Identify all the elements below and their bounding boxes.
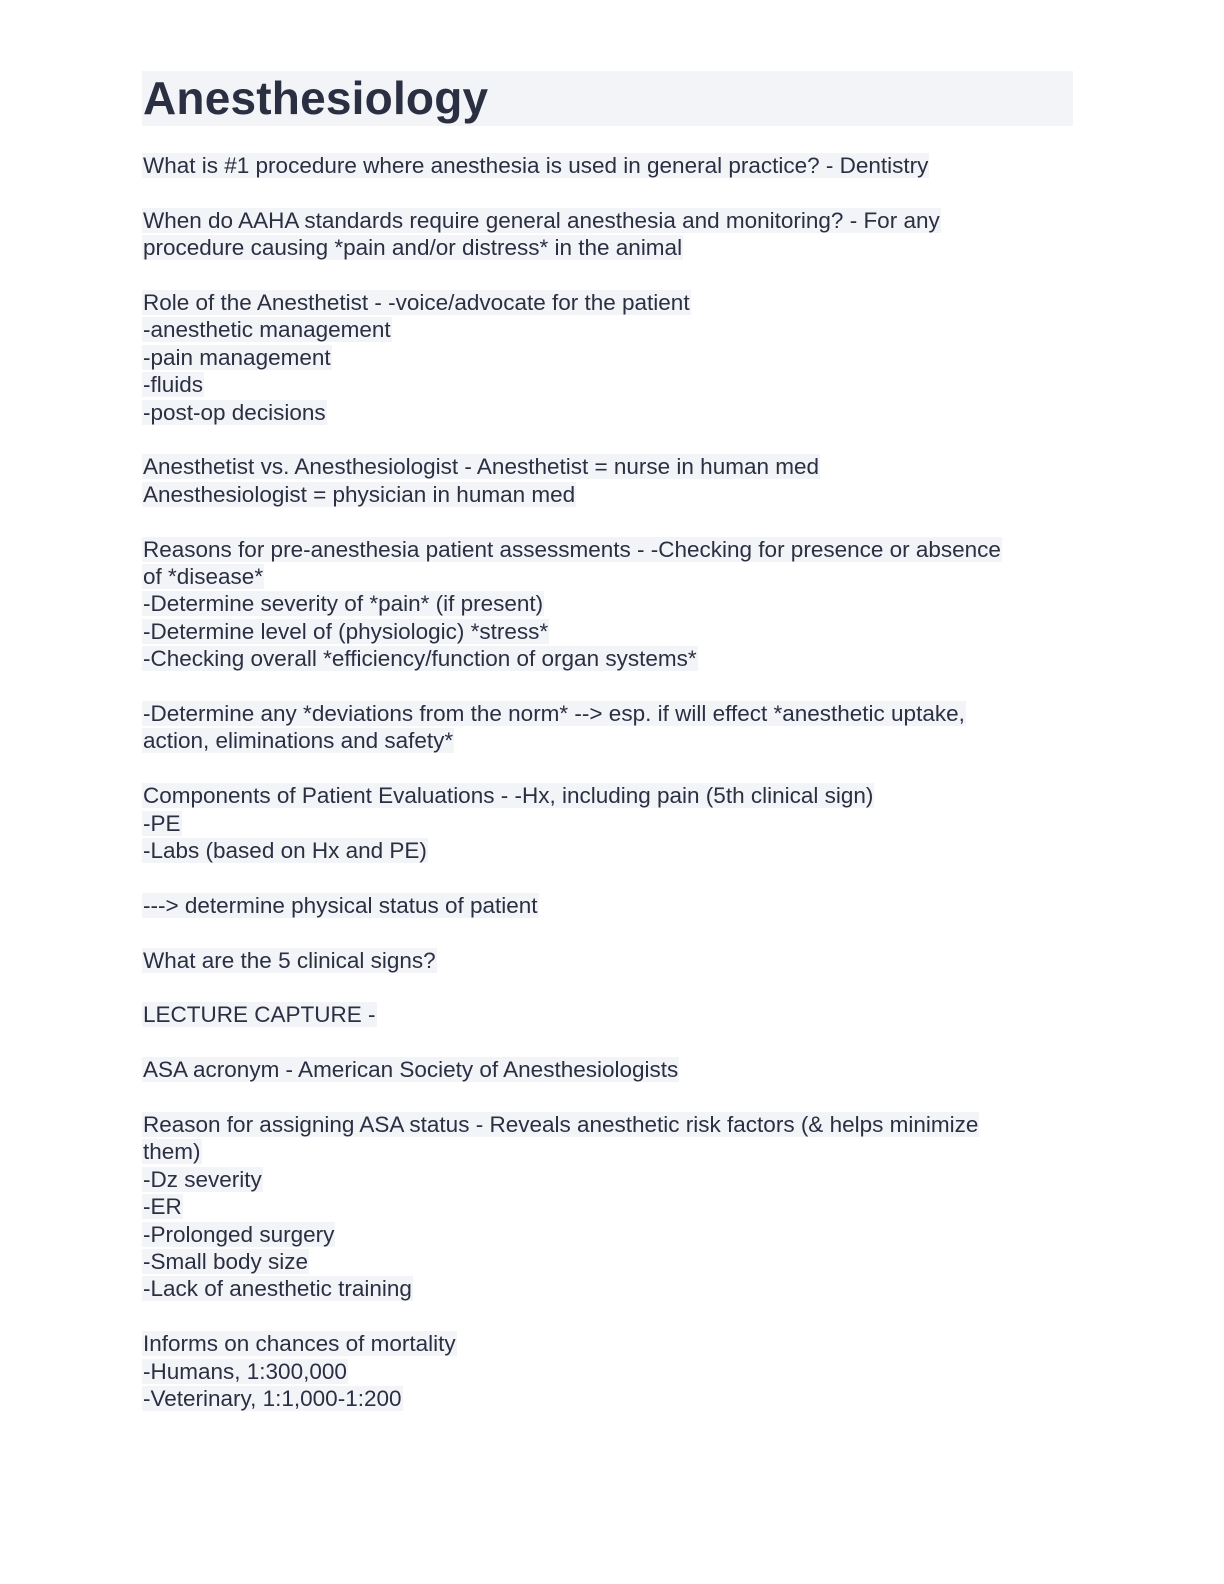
line-text: Components of Patient Evaluations - -Hx, including pain (5th clinical sign)	[143, 783, 874, 809]
text-line	[142, 618, 1073, 645]
line-text: What are the 5 clinical signs?	[143, 947, 436, 973]
qa-block	[142, 289, 1073, 426]
qa-block	[142, 700, 1073, 755]
page-title: Anesthesiology	[143, 72, 489, 124]
text-line	[142, 399, 1073, 426]
text-line	[142, 1330, 1073, 1357]
text-line	[142, 1111, 1073, 1138]
line-text: -Lack of anesthetic training	[143, 1276, 412, 1302]
text-line	[142, 344, 1073, 371]
document-page	[142, 71, 1073, 1440]
text-line	[142, 810, 1073, 837]
line-text: -Checking overall *efficiency/function of organ systems*	[143, 646, 697, 672]
line-text: -Veterinary, 1:1,000-1:200	[143, 1386, 402, 1412]
line-text: -Determine severity of *pain* (if present)	[143, 591, 544, 617]
qa-block	[142, 207, 1073, 262]
text-line	[142, 1248, 1073, 1275]
text-line	[142, 152, 1073, 179]
text-line	[142, 782, 1073, 809]
line-text: them)	[143, 1139, 201, 1165]
line-text: -Determine level of (physiologic) *stress*	[143, 618, 549, 644]
title-bar	[142, 71, 1073, 126]
line-text: ASA acronym - American Society of Anesthesiologists	[143, 1057, 679, 1083]
qa-block	[142, 152, 1073, 179]
text-line	[142, 563, 1073, 590]
line-text: -Prolonged surgery	[143, 1221, 335, 1247]
qa-block	[142, 453, 1073, 508]
qa-block	[142, 947, 1073, 974]
qa-block	[142, 782, 1073, 864]
line-text: -Small body size	[143, 1249, 309, 1275]
line-text: action, eliminations and safety*	[143, 728, 454, 754]
text-line	[142, 453, 1073, 480]
text-line	[142, 1056, 1073, 1083]
line-text: -Labs (based on Hx and PE)	[143, 838, 427, 864]
text-line	[142, 207, 1073, 234]
qa-block	[142, 892, 1073, 919]
text-line	[142, 371, 1073, 398]
qa-block	[142, 1330, 1073, 1412]
line-text: What is #1 procedure where anesthesia is used in general practice? - Dentistry	[143, 153, 929, 178]
line-text: of *disease*	[143, 564, 264, 590]
line-text: Anesthesiologist = physician in human med	[143, 481, 576, 507]
line-text: -Determine any *deviations from the norm* --> esp. if will effect *anesthetic uptake,	[143, 701, 965, 727]
text-line	[142, 700, 1073, 727]
line-text: Anesthetist vs. Anesthesiologist - Anesthetist = nurse in human med	[143, 454, 819, 480]
text-line	[142, 837, 1073, 864]
line-text: ---> determine physical status of patient	[143, 892, 538, 918]
qa-block	[142, 1111, 1073, 1303]
line-text: -pain management	[143, 344, 331, 370]
text-line	[142, 1193, 1073, 1220]
line-text: Informs on chances of mortality	[143, 1331, 456, 1357]
text-line	[142, 1275, 1073, 1302]
line-text: -fluids	[143, 372, 204, 398]
document-content	[142, 152, 1073, 1413]
text-line	[142, 1166, 1073, 1193]
line-text: Role of the Anesthetist - -voice/advocate for the patient	[143, 290, 690, 315]
line-text: Reason for assigning ASA status - Reveals anesthetic risk factors (& helps minimize	[143, 1112, 979, 1138]
text-line	[142, 234, 1073, 261]
text-line	[142, 1001, 1073, 1028]
qa-block	[142, 1056, 1073, 1083]
text-line	[142, 316, 1073, 343]
text-line	[142, 1221, 1073, 1248]
text-line	[142, 536, 1073, 563]
line-text: -anesthetic management	[143, 317, 391, 343]
text-line	[142, 289, 1073, 316]
line-text: When do AAHA standards require general anesthesia and monitoring? - For any	[143, 207, 940, 233]
text-line	[142, 481, 1073, 508]
text-line	[142, 727, 1073, 754]
line-text: -Humans, 1:300,000	[143, 1358, 347, 1384]
text-line	[142, 1138, 1073, 1165]
text-line	[142, 590, 1073, 617]
line-text: -Dz severity	[143, 1166, 262, 1192]
text-line	[142, 1385, 1073, 1412]
qa-block	[142, 1001, 1073, 1028]
line-text: -post-op decisions	[143, 399, 326, 425]
line-text: Reasons for pre-anesthesia patient assessments - -Checking for presence or absence	[143, 536, 1001, 562]
line-text: LECTURE CAPTURE -	[143, 1002, 376, 1028]
text-line	[142, 1358, 1073, 1385]
line-text: procedure causing *pain and/or distress* in the animal	[143, 235, 683, 261]
text-line	[142, 645, 1073, 672]
text-line	[142, 947, 1073, 974]
qa-block	[142, 536, 1073, 673]
line-text: -ER	[143, 1194, 182, 1220]
line-text: -PE	[143, 810, 181, 836]
text-line	[142, 892, 1073, 919]
